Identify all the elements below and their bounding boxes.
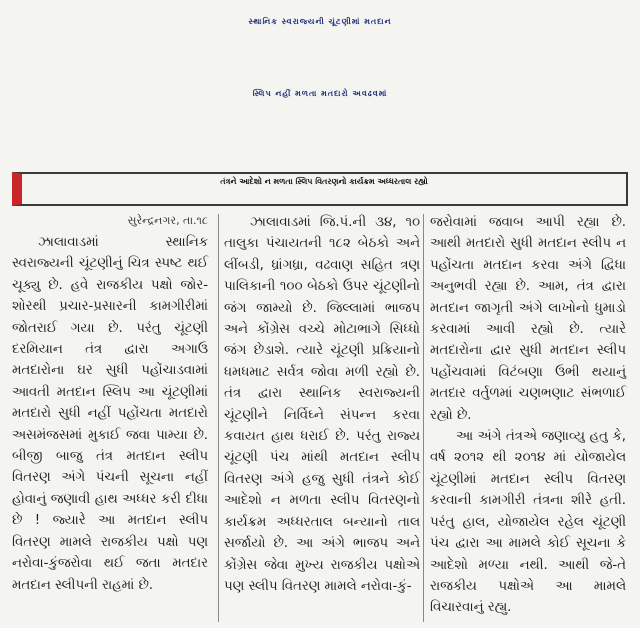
subheadline-box bbox=[12, 172, 628, 206]
column-divider bbox=[218, 214, 219, 622]
article-paragraph: જરોવામાં જવાબ આપી રહ્યા છે. આથી મતદારો સુધી મતદાન સ્લીપ ન પહોંચતા મતદાન કરવા અંગે દ્વિધા અનુભવી રહ્યા છે. આમ, તંત્ર દ્વારા મતદાન જાગૃતી અંગે લાખોનો ધુમાડો કરવામાં આવી રહ્યો છે. ત્યારે મતદારોના દ્વાર સુધી મતદાન સ્લીપ પહોંચવામાં વિટંબણા ઉભી થયાનું મતદાર વર્તુળમાં ચણભણાટ સંભળાઈ રહ્યો છે. bbox=[430, 215, 626, 423]
article-paragraph: ઝાલાવાડમાં સ્થાનિક સ્વરાજ્યની ચૂંટણીનું ચિત્ર સ્પષ્ટ થઈ ચૂક્યુ છે. હવે રાજકીય પક્ષો જોર-શોરથી પ્રચાર-પ્રસારની કામગીરીમાં જોતરાઈ ગયા છે. પરંતુ ચૂંટણી દરમિયાન તંત્ર દ્વારા અગાઉ મતદારોના ઘર સુધી પહોંચાડવામાં આવતી મતદાન સ્લિપ આ ચૂંટણીમાં મતદારો સુધી નહીં પહોંચતા મતદારો અસમંજસમાં મુકાઈ જવા પામ્યા છે. બીજી બાજુ તંત્ર મતદાન સ્લીપ વિતરણ અંગે પંચની સૂચના નહીં હોવાનું જણાવી હાથ અધ્ધર કરી દીધા છે ! જ્યારે આ મતદાન સ્લીપ વિતરણ મામલે રાજકીય પક્ષો પણ નરોવા-કુંજરોવા થઈ જતા મતદાર મતદાન સ્લીપની રાહમાં છે. bbox=[12, 235, 208, 593]
headline-line-1: સ્થાનિક સ્વરાજ્યની ચૂંટણીમાં મતદાન bbox=[248, 17, 392, 26]
article-paragraph: આ અંગે તંત્રએ જણાવ્યુ હતુ કે, વર્ષ ૨૦૧૨ થી ૨૦૧૪ માં યોજાયેલ ચૂંટણીમાં મતદાન સ્લીપ વિતરણ કરવાની કામગીરી તંત્રના શીરે હતી. પરંતુ હાલ, યોજાયેલ રહેલ ચૂંટણી પંચ દ્વારા આ મામલે કોઈ સૂચના કે આદેશો મળ્યા નથી. આથી જે-તે રાજકીય પક્ષોએ આ મામલે વિચારવાનું રહ્યુ. bbox=[430, 429, 626, 616]
article-paragraph: ઝાલાવાડમાં જિ.પં.ની ૩૪, ૧૦ તાલુકા પંચાયતની ૧૮૨ બેઠકો અને લીંબડી, ધ્રાંગધ્રા, વઢવાણ સહિત ત્રણ પાલિકાની ૧૦૦ બેઠકો ઉપર ચૂંટણીનો જંગ જામ્યો છે. જિલ્લામાં ભાજપ અને કોંગ્રેસ વચ્ચે મોટાભાગે સિધ્ધો જંગ છેડાશે. ત્યારે ચૂંટણી પ્રક્રિયાનો ધમધમાટ સર્વત્ર જોવા મળી રહ્યો છે. તંત્ર દ્વારા સ્થાનિક સ્વરાજ્યની ચૂંટણીને નિર્વિઘ્ને સંપન્ન કરવા કવાયત હાથ ધરાઈ છે. પરંતુ રાજ્ય ચૂંટણી પંચ માંથી મતદાન સ્લીપ વિતરણ અંગે હજુ સુધી તંત્રને કોઈ આદેશો ન મળતા સ્લીપ વિતરણનો કાર્યક્રમ અધ્ધરતાલ બન્યાનો તાલ સર્જાયો છે. આ અંગે ભાજપ અને કોંગ્રેસ જેવા મુખ્ય રાજકીય પક્ષોએ પણ સ્લીપ વિતરણ મામલે નરોવા-કું- bbox=[224, 215, 420, 594]
article-column-3 bbox=[430, 212, 626, 619]
article-column-1 bbox=[12, 212, 208, 596]
article-column-2 bbox=[224, 212, 420, 597]
dateline: સુરેન્દ્રનગર, તા.૧૮ bbox=[127, 214, 208, 227]
headline-line-2: સ્લિપ નહીં મળતા મતદારો અવઢવમાં bbox=[252, 89, 388, 98]
subheadline: તંત્રને આદેશો ન મળતા સ્લિપ વિતરણનો કાર્યક્રમ અધ્ધરતાલ રહ્યો bbox=[220, 177, 428, 186]
column-divider bbox=[423, 214, 424, 622]
